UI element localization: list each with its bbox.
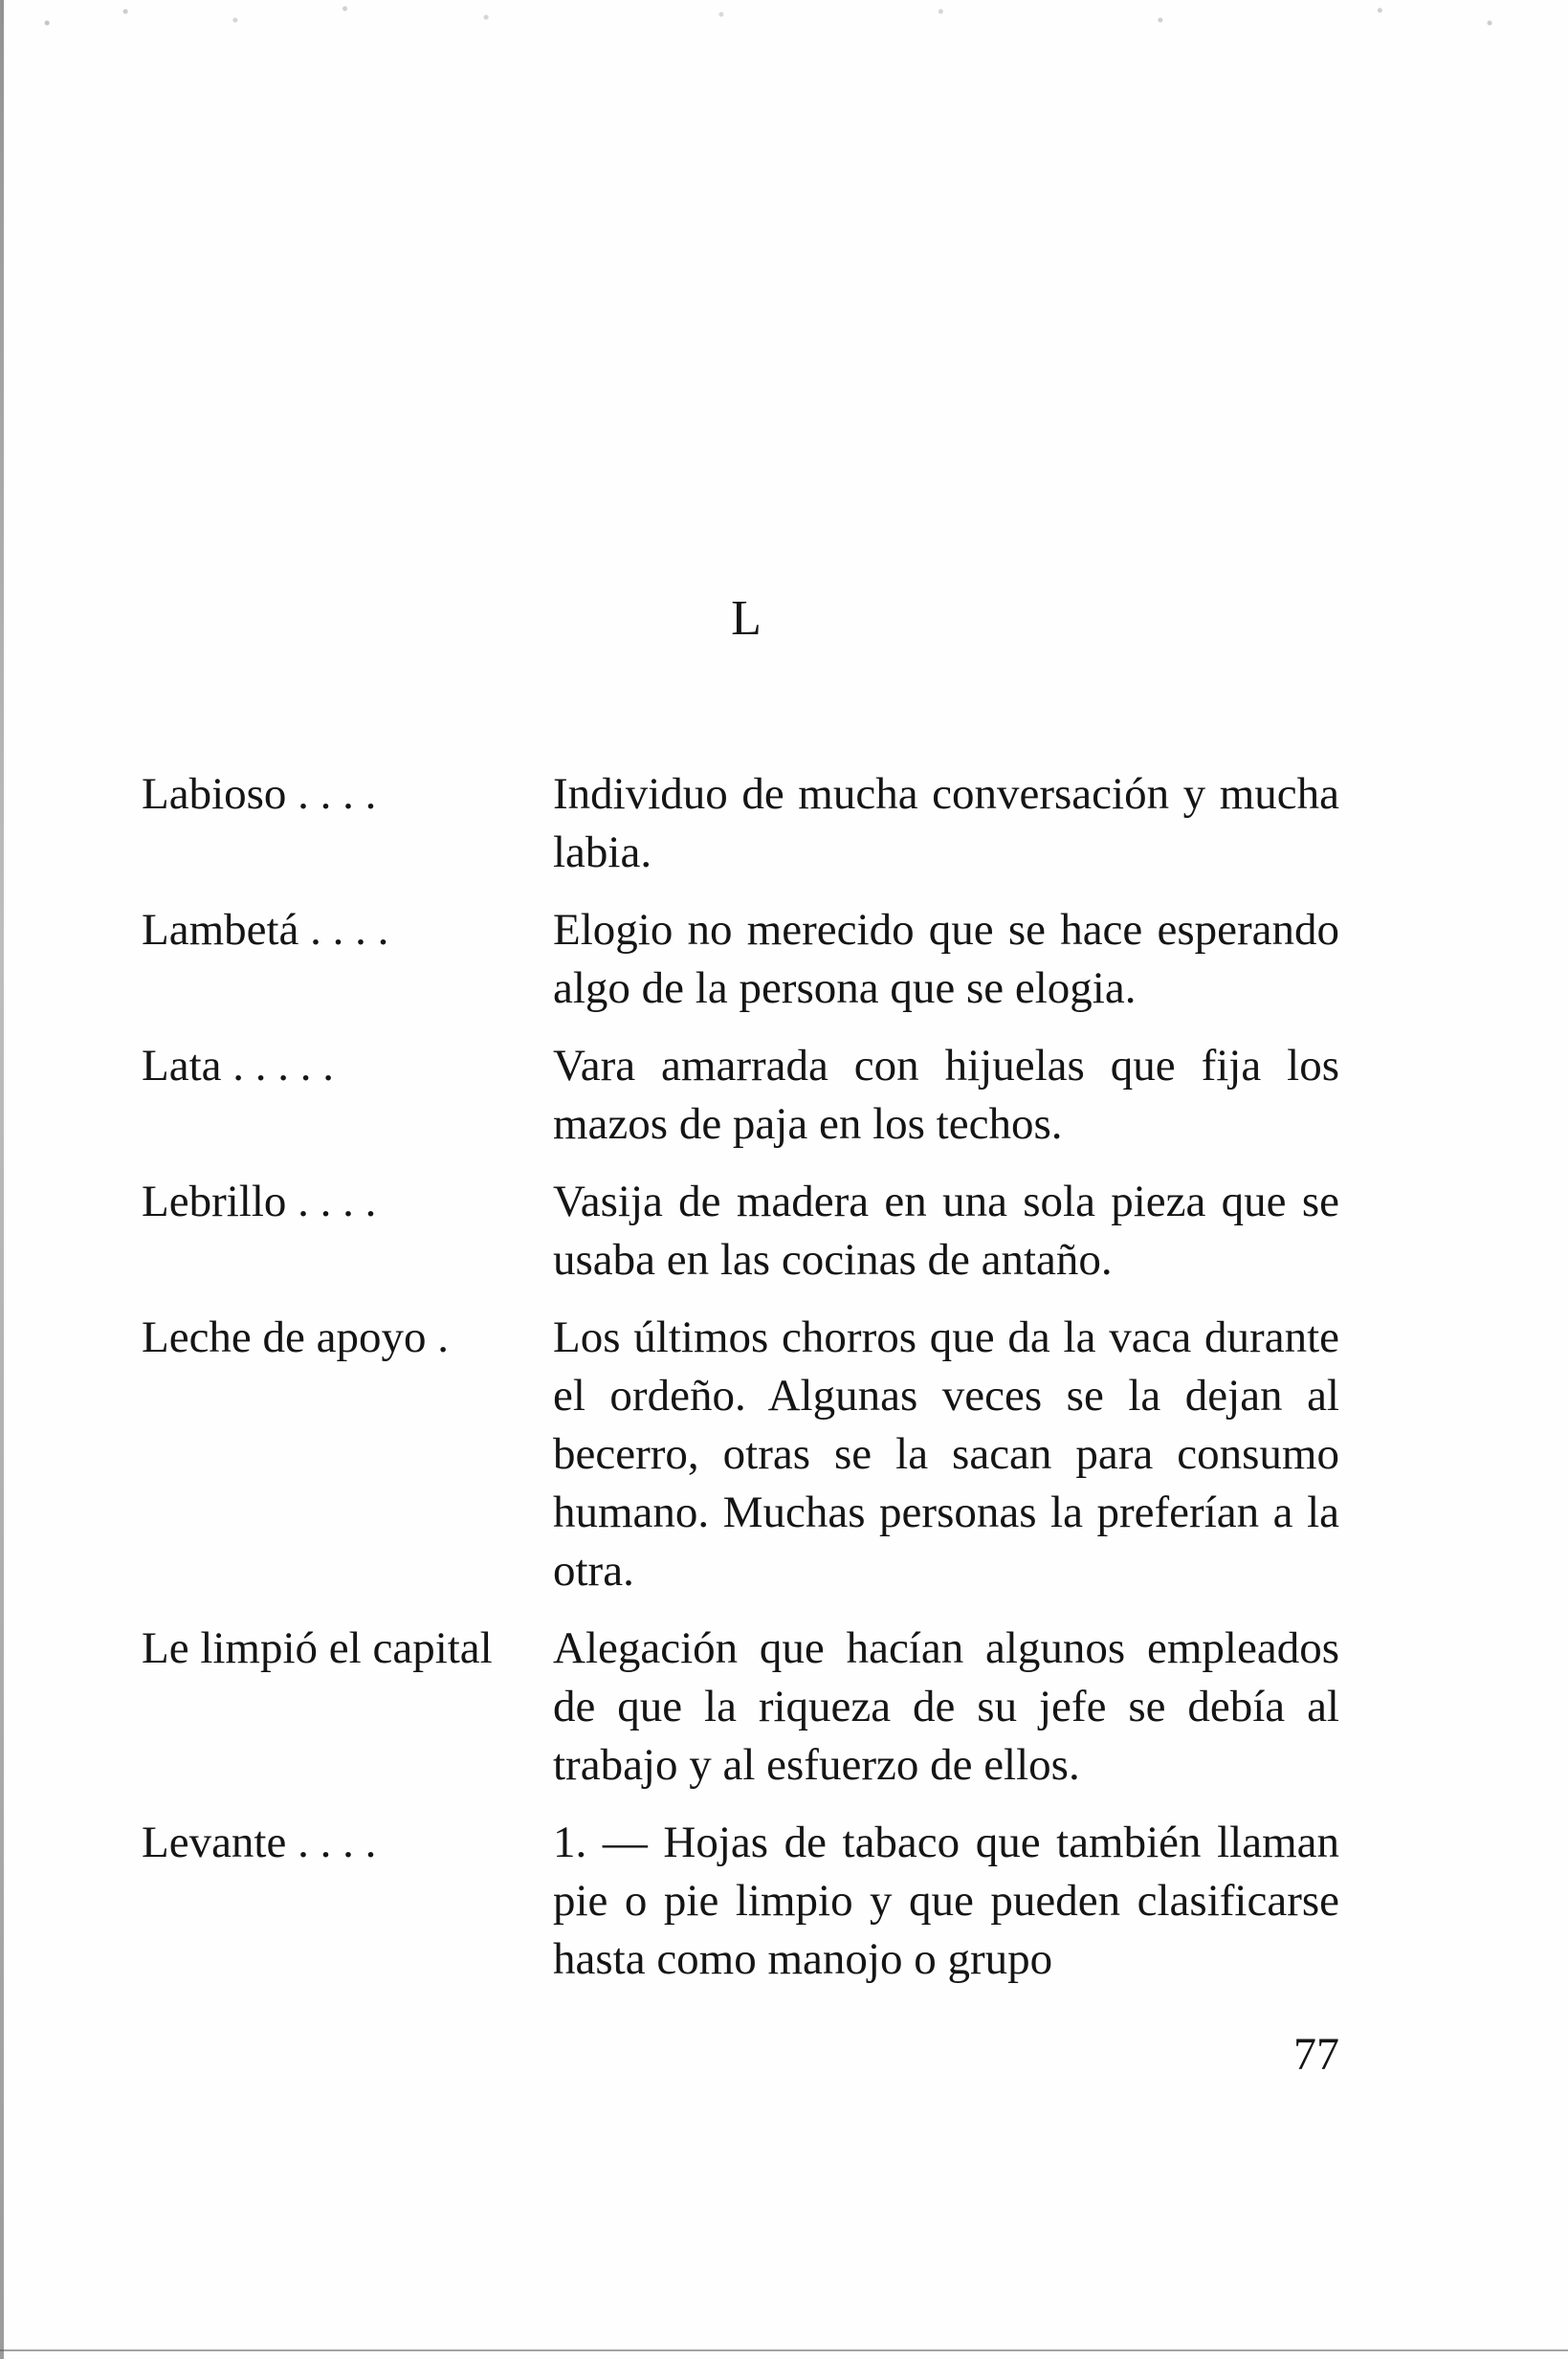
entry-term: Lata . . . . . [142, 1041, 334, 1091]
page-number: 77 [1293, 2029, 1339, 2080]
glossary-entry-levante [142, 1814, 1339, 1989]
entry-term: Le limpió el capital [142, 1623, 493, 1673]
glossary-entry-le-limpio-el-capital [142, 1620, 1339, 1795]
glossary-entry-lebrillo [142, 1173, 1339, 1290]
entry-term: Labioso . . . . [142, 769, 377, 819]
entry-term: Levante . . . . [142, 1818, 377, 1867]
entry-term: Lambetá . . . . [142, 905, 389, 955]
glossary-entries [142, 765, 1339, 2008]
entry-definition: Elogio no merecido que se hace esperando algo de la persona que se elogia. [553, 905, 1339, 1013]
glossary-entry-labioso [142, 765, 1339, 882]
scan-left-edge [0, 0, 4, 2359]
scan-speckle-top [0, 0, 1568, 57]
entry-definition: Vara amarrada con hijuelas que fija los mazos de paja en los techos. [553, 1041, 1339, 1149]
glossary-entry-lambeta [142, 901, 1339, 1018]
glossary-entry-leche-de-apoyo [142, 1309, 1339, 1600]
glossary-entry-lata [142, 1037, 1339, 1154]
entry-definition: Individuo de mucha conversación y mucha labia. [553, 769, 1339, 877]
entry-term: Leche de apoyo . [142, 1312, 450, 1362]
entry-definition: 1. — Hojas de tabaco que también llaman pie o pie limpio y que pueden clasificarse hasta como manojo o grupo [553, 1818, 1339, 1984]
entry-term: Lebrillo . . . . [142, 1177, 377, 1226]
scan-bottom-rule [0, 2349, 1568, 2351]
entry-definition: Vasija de madera en una sola pieza que se usaba en las cocinas de antaño. [553, 1177, 1339, 1285]
entry-definition: Alegación que hacían algunos empleados de que la riqueza de su jefe se debía al trabajo y al esfuerzo de ellos. [553, 1623, 1339, 1790]
section-letter-heading: L [731, 591, 762, 646]
entry-definition: Los últimos chorros que da la vaca durante el ordeño. Algunas veces se la dejan al becerro, otras se la sacan para consumo humano. Muchas personas la preferían a la otra. [553, 1312, 1339, 1596]
